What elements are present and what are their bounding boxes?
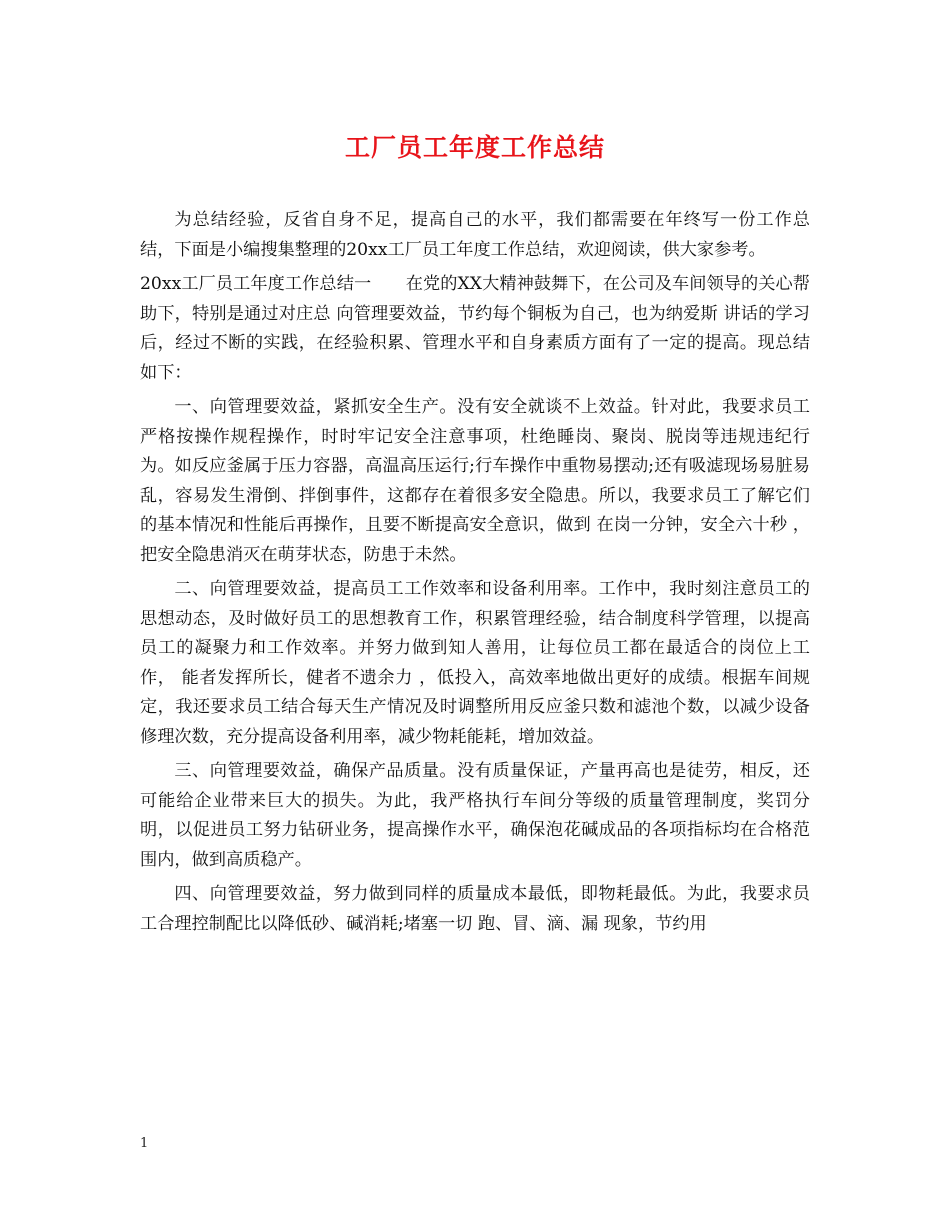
- section-3-paragraph: 三、向管理要效益，确保产品质量。没有质量保证，产量再高也是徒劳，相反，还可能给企业带来巨大的损失。为此，我严格执行车间分等级的质量管理制度，奖罚分明，以促进员工努力钻研业务，提高操作水平，确保泡花碱成品的各项指标均在合格范围内，做到高质稳产。: [140, 761, 810, 870]
- section-2-paragraph: 二、向管理要效益，提高员工工作效率和设备利用率。工作中，我时刻注意员工的思想动态，及时做好员工的思想教育工作，积累管理经验，结合制度科学管理，以提高员工的凝聚力和工作效率。并努力做到知人善用，让每位员工都在最适合的岗位上工作， 能者发挥所长，健者不遗余力 ，低投入，高效率地做出更好的成绩。根据车间规定，我还要求员工结合每天生产情况及时调整所用反应釜只数和滤池个数，以减少设备修理次数，充分提高设备利用率，减少物耗能耗，增加效益。: [140, 579, 810, 747]
- intro-paragraph: 为总结经验，反省自身不足，提高自己的水平，我们都需要在年终写一份工作总结，下面是小编搜集整理的20xx工厂员工年度工作总结，欢迎阅读，供大家参考。: [140, 210, 810, 260]
- document-title: 工厂员工年度工作总结: [344, 133, 605, 162]
- summary-heading-paragraph: 20xx工厂员工年度工作总结一 在党的XX大精神鼓舞下，在公司及车间领导的关心帮助下，特别是通过对庄总 向管理要效益，节约每个铜板为自己，也为纳爱斯 讲话的学习后，经过不断的实践，在经验积累、管理水平和自身素质方面有了一定的提高。现总结如下：: [140, 274, 810, 383]
- section-1-paragraph: 一、向管理要效益，紧抓安全生产。没有安全就谈不上效益。针对此，我要求员工严格按操作规程操作，时时牢记安全注意事项，杜绝睡岗、聚岗、脱岗等违规违纪行为。如反应釜属于压力容器，高温高压运行;行车操作中重物易摆动;还有吸滤现场易脏易乱，容易发生滑倒、拌倒事件，这都存在着很多安全隐患。所以，我要求员工了解它们的基本情况和性能后再操作，且要不断提高安全意识，做到 在岗一分钟，安全六十秒 ，把安全隐患消灭在萌芽状态，防患于未然。: [140, 397, 810, 565]
- document-body: [140, 206, 810, 939]
- page-number: 1: [140, 1136, 149, 1151]
- section-4-paragraph: 四、向管理要效益，努力做到同样的质量成本最低，即物耗最低。为此，我要求员工合理控制配比以降低砂、碱消耗;堵塞一切 跑、冒、滴、漏 现象，节约用: [140, 884, 810, 934]
